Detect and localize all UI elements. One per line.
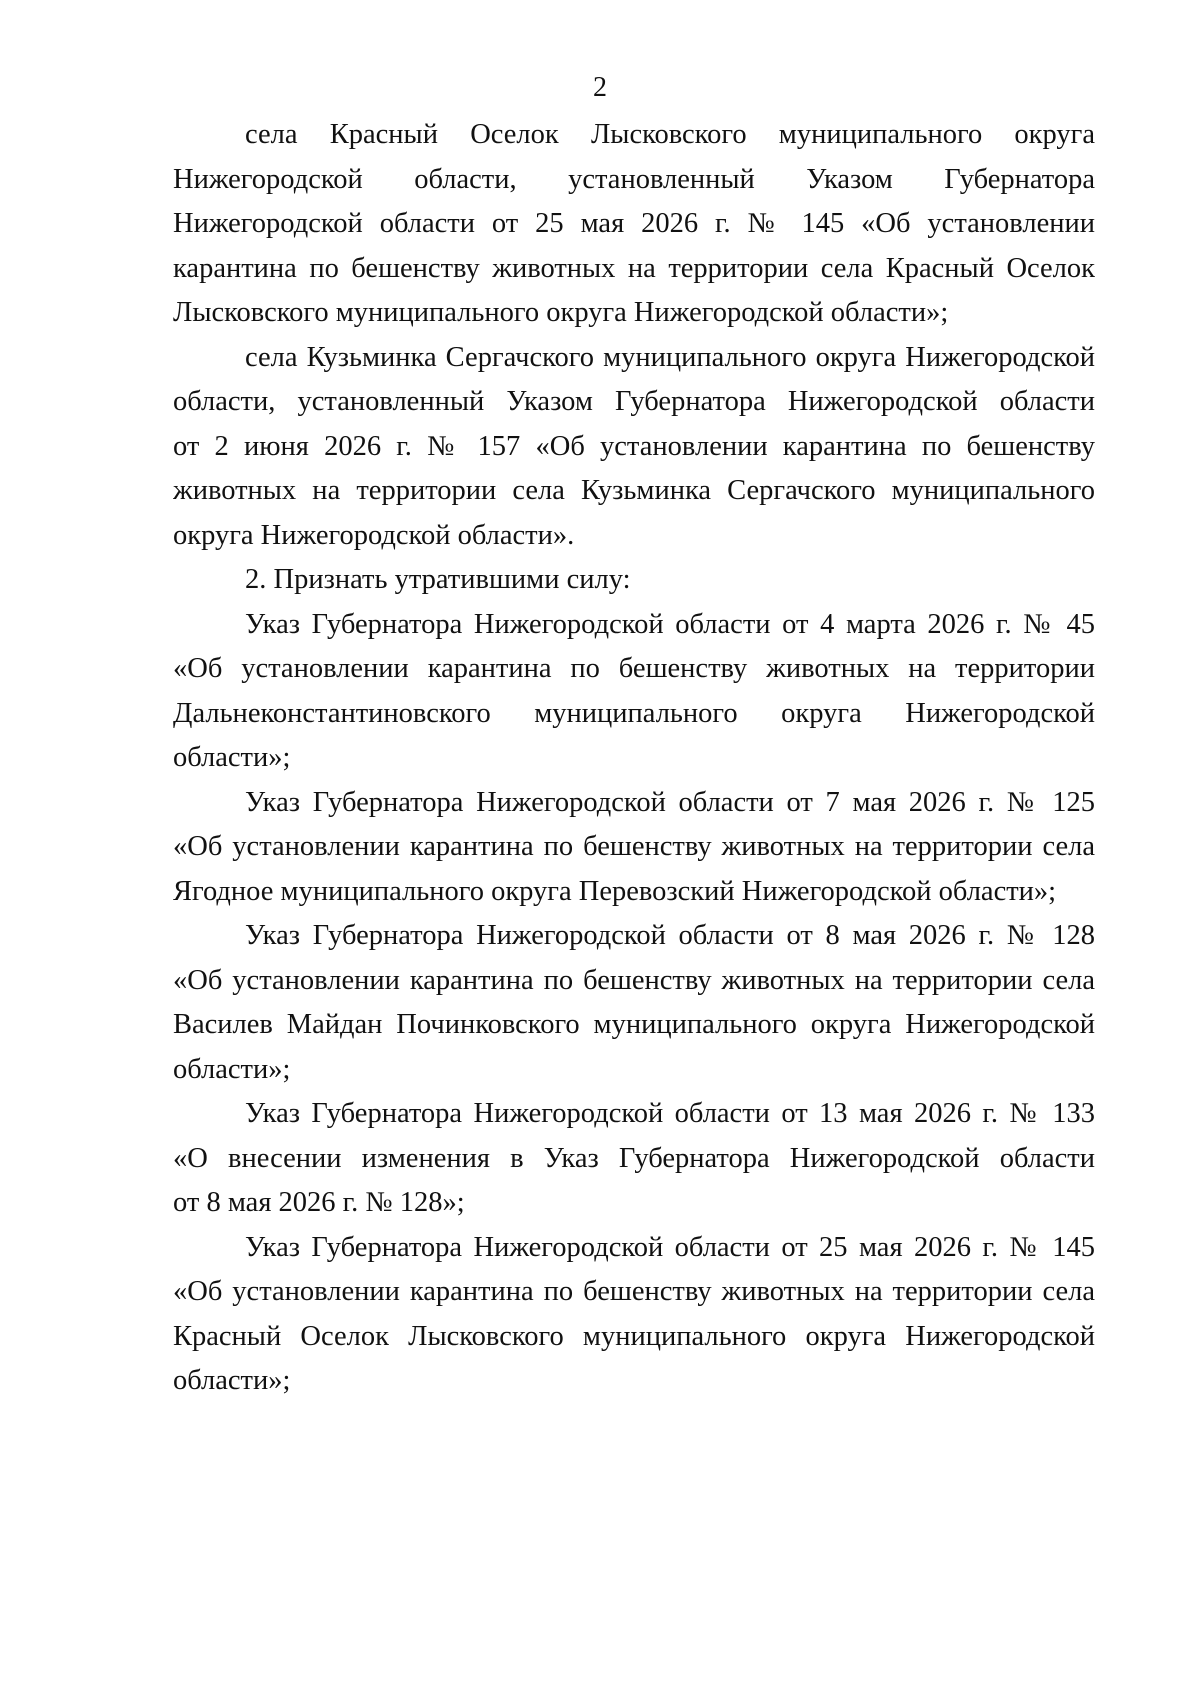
paragraph-line: Нижегородской области, установленный Указом Губернатора bbox=[173, 163, 1095, 195]
paragraph-line: области, установленный Указом Губернатора Нижегородской области bbox=[173, 386, 1095, 417]
paragraph-line: Указ Губернатора Нижегородской области от 7 мая 2026 г. № 125 bbox=[245, 786, 1095, 818]
paragraph-line: карантина по бешенству животных на территории села Красный Оселок bbox=[173, 252, 1095, 284]
paragraph-line: области»; bbox=[173, 1365, 291, 1396]
paragraph-line: Указ Губернатора Нижегородской области от 13 мая 2026 г. № 133 bbox=[245, 1098, 1095, 1129]
paragraph-line: села Красный Оселок Лысковского муниципального округа bbox=[245, 119, 1095, 150]
paragraph-line: области»; bbox=[173, 1053, 291, 1085]
paragraph-line: «О внесении изменения в Указ Губернатора Нижегородской области bbox=[173, 1142, 1095, 1174]
paragraph-line: Василев Майдан Починковского муниципального округа Нижегородской bbox=[173, 1009, 1095, 1040]
paragraph-line: Ягодное муниципального округа Перевозский Нижегородской области»; bbox=[173, 875, 1057, 907]
paragraph-line: Лысковского муниципального округа Нижегородской области»; bbox=[173, 297, 949, 328]
paragraph-line: села Кузьминка Сергачского муниципального округа Нижегородской bbox=[245, 341, 1095, 373]
paragraph-line: Указ Губернатора Нижегородской области от 8 мая 2026 г. № 128 bbox=[245, 920, 1095, 951]
paragraph-line: животных на территории села Кузьминка Сергачского муниципального bbox=[173, 475, 1095, 506]
paragraph-line: округа Нижегородской области». bbox=[173, 519, 575, 551]
paragraph-line: «Об установлении карантина по бешенству животных на территории села bbox=[173, 964, 1095, 996]
paragraph-line: «Об установлении карантина по бешенству животных на территории bbox=[173, 653, 1095, 684]
paragraph-line: Указ Губернатора Нижегородской области от 4 марта 2026 г. № 45 bbox=[245, 608, 1095, 640]
paragraph-line: Дальнеконстантиновского муниципального округа Нижегородской bbox=[173, 697, 1095, 729]
paragraph-line: Нижегородской области от 25 мая 2026 г. № 145 «Об установлении bbox=[173, 208, 1095, 239]
paragraph-line: «Об установлении карантина по бешенству животных на территории села bbox=[173, 831, 1095, 862]
page-number: 2 bbox=[593, 72, 607, 103]
paragraph-line: от 2 июня 2026 г. № 157 «Об установлении карантина по бешенству bbox=[173, 430, 1095, 462]
paragraph-line: Красный Оселок Лысковского муниципального округа Нижегородской bbox=[173, 1320, 1095, 1352]
paragraph-line: Указ Губернатора Нижегородской области от 25 мая 2026 г. № 145 bbox=[245, 1231, 1095, 1263]
paragraph-line: 2. Признать утратившими силу: bbox=[245, 564, 631, 595]
paragraph-line: от 8 мая 2026 г. № 128»; bbox=[173, 1187, 465, 1218]
paragraph-line: «Об установлении карантина по бешенству животных на территории села bbox=[173, 1276, 1095, 1307]
paragraph-line: области»; bbox=[173, 742, 291, 773]
